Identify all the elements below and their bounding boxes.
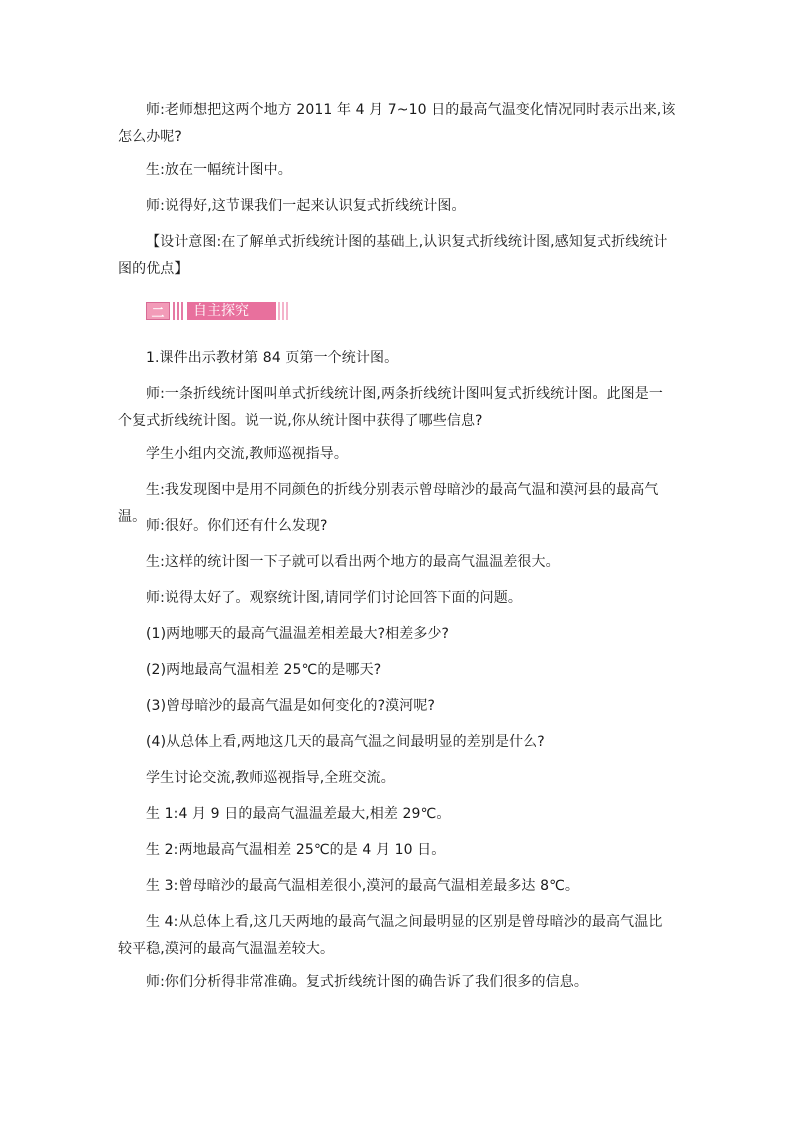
body-paragraph: 学生讨论交流,教师巡视指导,全班交流。 — [146, 770, 395, 786]
question-item: (2)两地最高气温相差 25℃的是哪天? — [146, 662, 382, 678]
student-answer: 生 1:4 月 9 日的最高气温温差最大,相差 29℃。 — [146, 806, 451, 822]
paragraph-teacher-intro: 师:说得好,这节课我们一起来认识复式折线统计图。 — [146, 198, 466, 214]
body-paragraph: 师:很好。你们还有什么发现? — [146, 518, 328, 534]
question-item: (1)两地哪天的最高气温温差相差最大?相差多少? — [146, 626, 450, 642]
student-answer: 生 3:曾母暗沙的最高气温相差很小,漠河的最高气温相差最多达 8℃。 — [146, 878, 580, 894]
body-paragraph: 1.课件出示教材第 84 页第一个统计图。 — [146, 350, 399, 366]
body-paragraph: 生:我发现图中是用不同颜色的折线分别表示曾母暗沙的最高气温和漠河县的最高气温。 — [118, 482, 659, 525]
design-intent-note: 【设计意图:在了解单式折线统计图的基础上,认识复式折线统计图,感知复式折线统计图的优点】 — [118, 234, 668, 277]
banner-stripes-icon — [173, 302, 185, 320]
body-paragraph: 师:说得太好了。观察统计图,请同学们讨论回答下面的问题。 — [146, 590, 522, 606]
question-item: (3)曾母暗沙的最高气温是如何变化的?漠河呢? — [146, 698, 435, 714]
question-item: (4)从总体上看,两地这几天的最高气温之间最明显的差别是什么? — [146, 734, 545, 750]
section-title — [187, 302, 276, 320]
section-title-text: 自主探究 — [193, 303, 249, 319]
body-paragraph: 师:一条折线统计图叫单式折线统计图,两条折线统计图叫复式折线统计图。此图是一个复式折线统计图。说一说,你从统计图中获得了哪些信息? — [118, 386, 663, 429]
body-paragraph: 师:你们分析得非常准确。复式折线统计图的确告诉了我们很多的信息。 — [146, 974, 588, 990]
section-number-badge: 二 — [146, 302, 170, 320]
body-paragraph: 生:这样的统计图一下子就可以看出两个地方的最高气温温差很大。 — [146, 554, 560, 570]
student-answer: 生 2:两地最高气温相差 25℃的是 4 月 10 日。 — [146, 842, 446, 858]
paragraph-teacher-question: 师:老师想把这两个地方 2011 年 4 月 7~10 日的最高气温变化情况同时表示出来,该怎么办呢? — [118, 102, 676, 145]
section-heading-banner — [146, 300, 288, 322]
student-answer: 生 4:从总体上看,这几天两地的最高气温之间最明显的区别是曾母暗沙的最高气温比较平稳,漠河的最高气温温差较大。 — [118, 914, 663, 957]
body-paragraph: 学生小组内交流,教师巡视指导。 — [146, 446, 348, 462]
paragraph-student-answer: 生:放在一幅统计图中。 — [146, 162, 292, 178]
banner-tail-stripes-icon — [276, 302, 288, 320]
